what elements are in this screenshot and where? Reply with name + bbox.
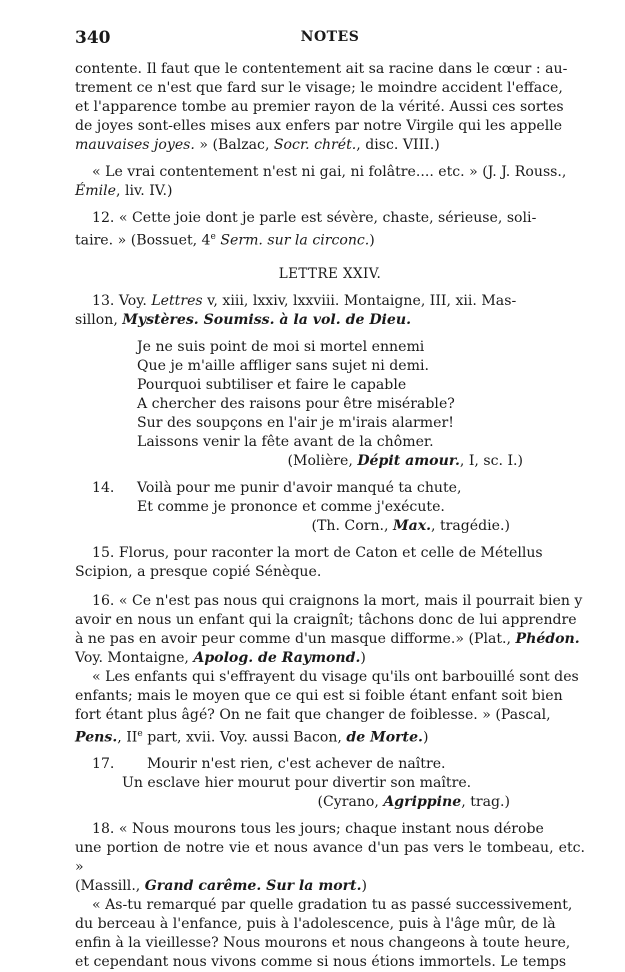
running-title: NOTES xyxy=(300,29,360,45)
note-17: 17. Mourir n'est rien, c'est achever de naître. Un esclave hier mourut pour divertir son maître. (Cyrano, Agrippine, trag.) xyxy=(92,756,510,811)
text-line: et l'apparence tombe au premier rayon de la vérité. Aussi ces sortes xyxy=(75,99,564,115)
verse-moliere xyxy=(75,338,585,452)
note-16: 16. « Ce n'est pas nous qui craignons la mort, mais il pourrait bien y xyxy=(92,592,583,609)
text-line: et cependant nous vivons comme si nous étions immortels. Le temps xyxy=(75,954,567,971)
note-12: 12. « Cette joie dont je parle est sévère, chaste, sérieuse, soli- xyxy=(92,210,537,226)
text-line: Pens., IIe part, xvii. Voy. aussi Bacon, de Morte.) xyxy=(75,728,429,746)
text-line: une portion de notre vie et nous avance d'un pas vers le tombeau, etc. » xyxy=(75,840,585,876)
verse-line: Laissons venir la fête avant de la chômer. xyxy=(137,433,434,450)
text-line: trement ce n'est que fard sur le visage; le moindre accident l'efface, xyxy=(75,80,563,96)
note-18: 18. « Nous mourons tous les jours; chaque instant nous dérobe xyxy=(92,821,544,838)
verse-line: Sur des soupçons en l'air je m'irais alarmer! xyxy=(137,414,454,431)
text-line: (Massill., Grand carême. Sur la mort.) xyxy=(75,878,367,895)
text-line: à ne pas en avoir peur comme d'un masque difforme.» (Plat., Phédon. xyxy=(75,630,580,647)
text-line: contente. Il faut que le contentement ait sa racine dans le cœur : au- xyxy=(75,61,568,77)
text-line: enfants; mais le moyen que ce qui est si foible étant enfant soit bien xyxy=(75,687,563,704)
text-line: mauvaises joyes. » (Balzac, Socr. chrét., disc. VIII.) xyxy=(75,137,440,153)
text-line: sillon, Mystères. Soumiss. à la vol. de Dieu. xyxy=(75,311,412,328)
text-line: de joyes sont-elles mises aux enfers par notre Virgile qui les appelle xyxy=(75,118,563,134)
section-heading: LETTRE XXIV. xyxy=(278,265,382,282)
note-14: 14. Voilà pour me punir d'avoir manqué ta chute, Et comme je prononce et comme j'exécute. (Th. Corn., Max., tragédie.) xyxy=(92,479,510,534)
verse-line: Pourquoi subtiliser et faire le capable xyxy=(137,376,407,393)
text-line: du berceau à l'enfance, puis à l'adolescence, puis à l'âge mûr, de là xyxy=(75,916,556,933)
verse-line: Je ne suis point de moi si mortel ennemi xyxy=(137,338,425,355)
text-line: taire. » (Bossuet, 4e Serm. sur la circonc.) xyxy=(75,232,375,249)
verse-source: (Molière, Dépit amour., I, sc. I.) xyxy=(287,452,523,469)
text-line: « Les enfants qui s'effrayent du visage qu'ils ont barbouillé sont des xyxy=(92,668,579,685)
text-line: Voy. Montaigne, Apolog. de Raymond.) xyxy=(75,649,366,666)
text-line: Émile, liv. IV.) xyxy=(75,183,173,199)
text-line: avoir en nous un enfant qui la craignît; tâchons donc de lui apprendre xyxy=(75,611,577,628)
note-15: 15. Florus, pour raconter la mort de Caton et celle de Métellus xyxy=(92,544,543,561)
note-13: 13. Voy. Lettres v, xiii, lxxiv, lxxviii. Montaigne, III, xii. Mas- xyxy=(92,292,517,309)
text-line: « As-tu remarqué par quelle gradation tu as passé successivement, xyxy=(92,897,573,914)
text-line: enfin à la vieillesse? Nous mourons et nous changeons à toute heure, xyxy=(75,935,571,952)
note-rousseau: « Le vrai contentement n'est ni gai, ni folâtre.... etc. » (J. J. Rouss., xyxy=(92,164,567,180)
text-line: fort étant plus âgé? On ne fait que changer de foiblesse. » (Pascal, xyxy=(75,706,551,723)
text-line: Scipion, a presque copié Sénèque. xyxy=(75,563,322,580)
page-header xyxy=(75,28,585,50)
page-number: 340 xyxy=(75,28,111,48)
verse-line: Que je m'aille affliger sans sujet ni demi. xyxy=(137,357,430,374)
page-body xyxy=(75,60,585,972)
verse-line: A chercher des raisons pour être misérable? xyxy=(137,395,455,412)
